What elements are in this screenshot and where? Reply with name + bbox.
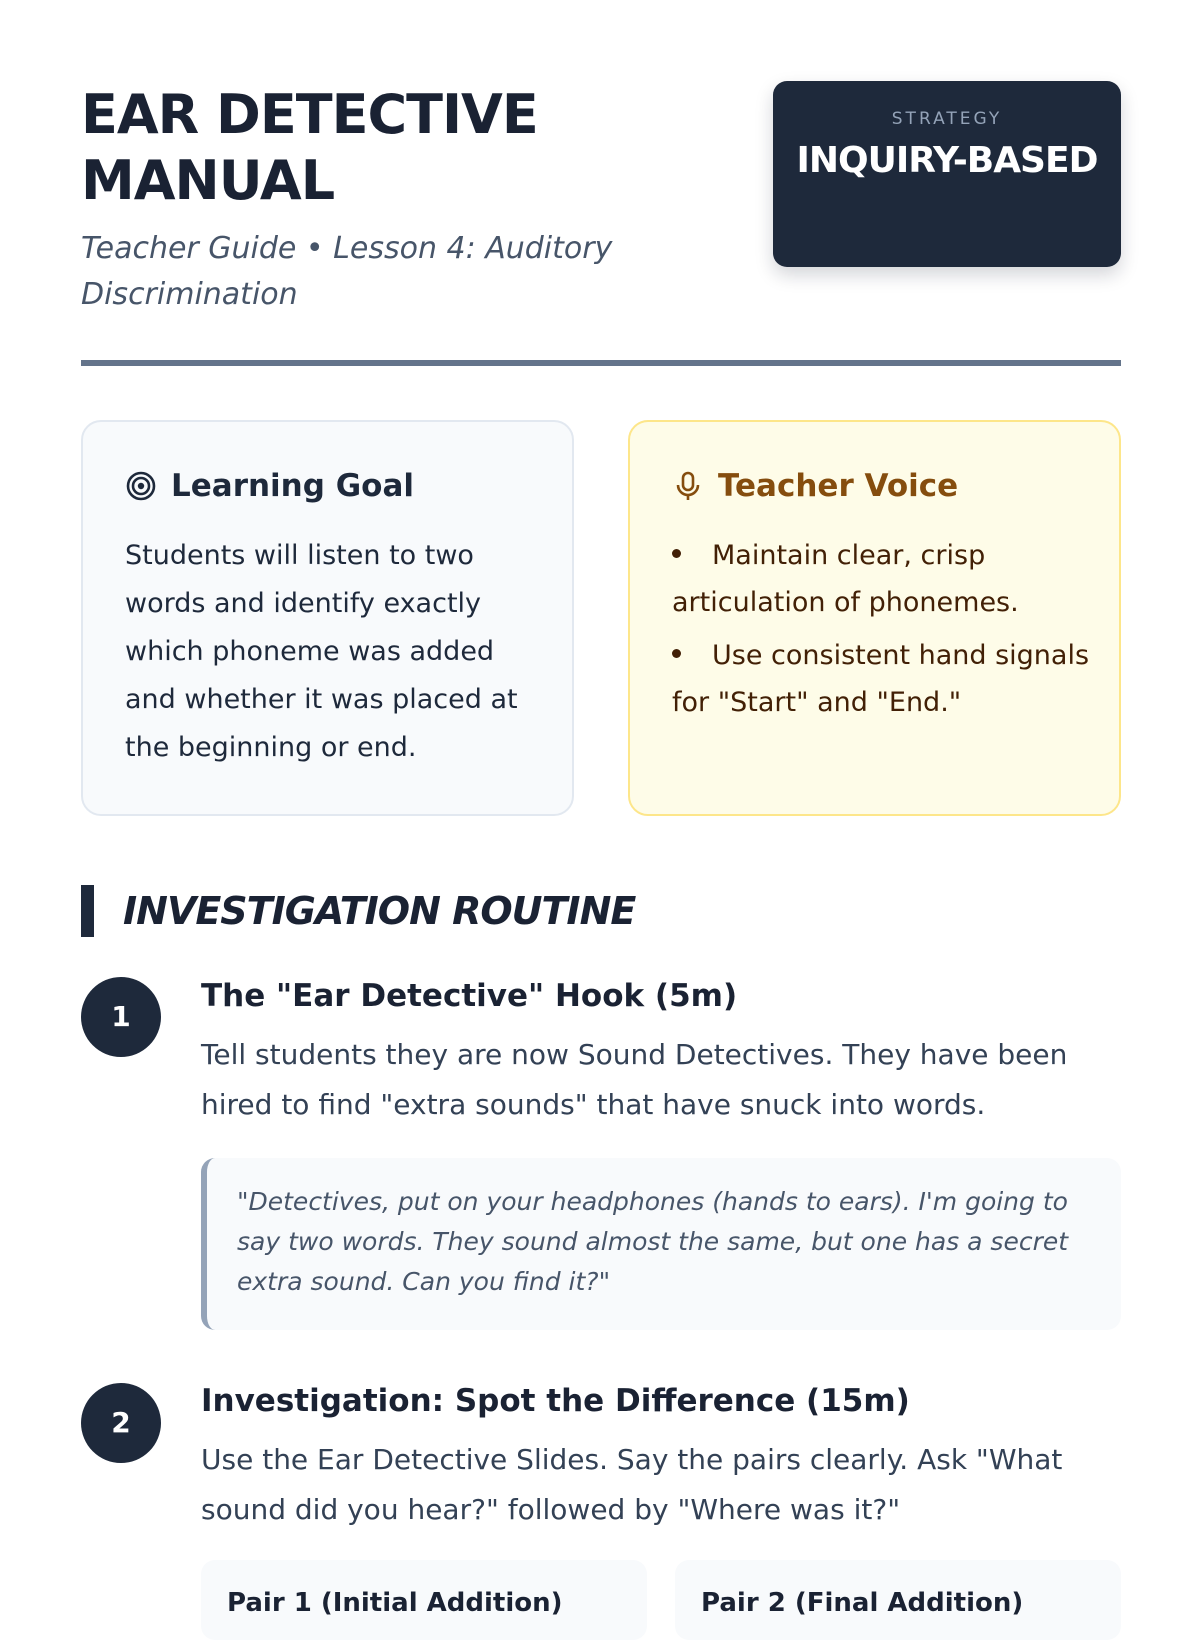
page-title: EAR DETECTIVE MANUAL — [81, 83, 538, 212]
section-title: INVESTIGATION ROUTINE — [123, 889, 636, 933]
step-title-2: Investigation: Spot the Difference (15m) — [201, 1383, 910, 1419]
learning-goal-text: Students will listen to two words and identify exactly which phoneme was added and whether it was placed at the beginning or end. — [125, 540, 518, 763]
teacher-voice-title: Teacher Voice — [718, 468, 959, 504]
target-icon — [125, 470, 157, 502]
step-number-1: 1 — [81, 977, 161, 1057]
page-subtitle: Teacher Guide • Lesson 4: Auditory Discrimination — [81, 231, 613, 312]
header-divider — [81, 360, 1121, 366]
teacher-voice-card — [628, 420, 1121, 816]
pair-card-2: Pair 2 (Final Addition) — [675, 1560, 1121, 1640]
list-item: Use consistent hand signals for "Start" and "End." — [672, 640, 1090, 718]
strategy-value: INQUIRY-BASED — [796, 140, 1098, 181]
step-description-1: Tell students they are now Sound Detectives. They have been hired to find "extra sounds" that have snuck into words. — [201, 1038, 1068, 1121]
step-description-2: Use the Ear Detective Slides. Say the pairs clearly. Ask "What sound did you hear?" followed by "Where was it?" — [201, 1443, 1063, 1526]
strategy-label: STRATEGY — [891, 109, 1003, 129]
header — [81, 80, 1121, 370]
step-number-2: 2 — [81, 1383, 161, 1463]
section-header — [81, 885, 635, 937]
learning-goal-title: Learning Goal — [171, 468, 415, 504]
teacher-voice-list — [672, 532, 1092, 732]
section-accent-bar — [81, 885, 94, 937]
microphone-icon — [672, 470, 704, 502]
bullet-dot — [672, 649, 681, 658]
learning-goal-header — [125, 466, 414, 506]
teacher-script-quote: "Detectives, put on your headphones (hands to ears). I'm going to say two words. They sound almost the same, but one has a secret extra sound. Can you find it?" — [201, 1158, 1121, 1330]
teacher-voice-header — [672, 466, 958, 506]
list-item: Maintain clear, crisp articulation of phonemes. — [672, 540, 1019, 618]
learning-goal-card — [81, 420, 574, 816]
pair-card-1: Pair 1 (Initial Addition) — [201, 1560, 647, 1640]
step-title-1: The "Ear Detective" Hook (5m) — [201, 978, 738, 1014]
bullet-dot — [672, 549, 681, 558]
strategy-badge — [773, 81, 1121, 267]
